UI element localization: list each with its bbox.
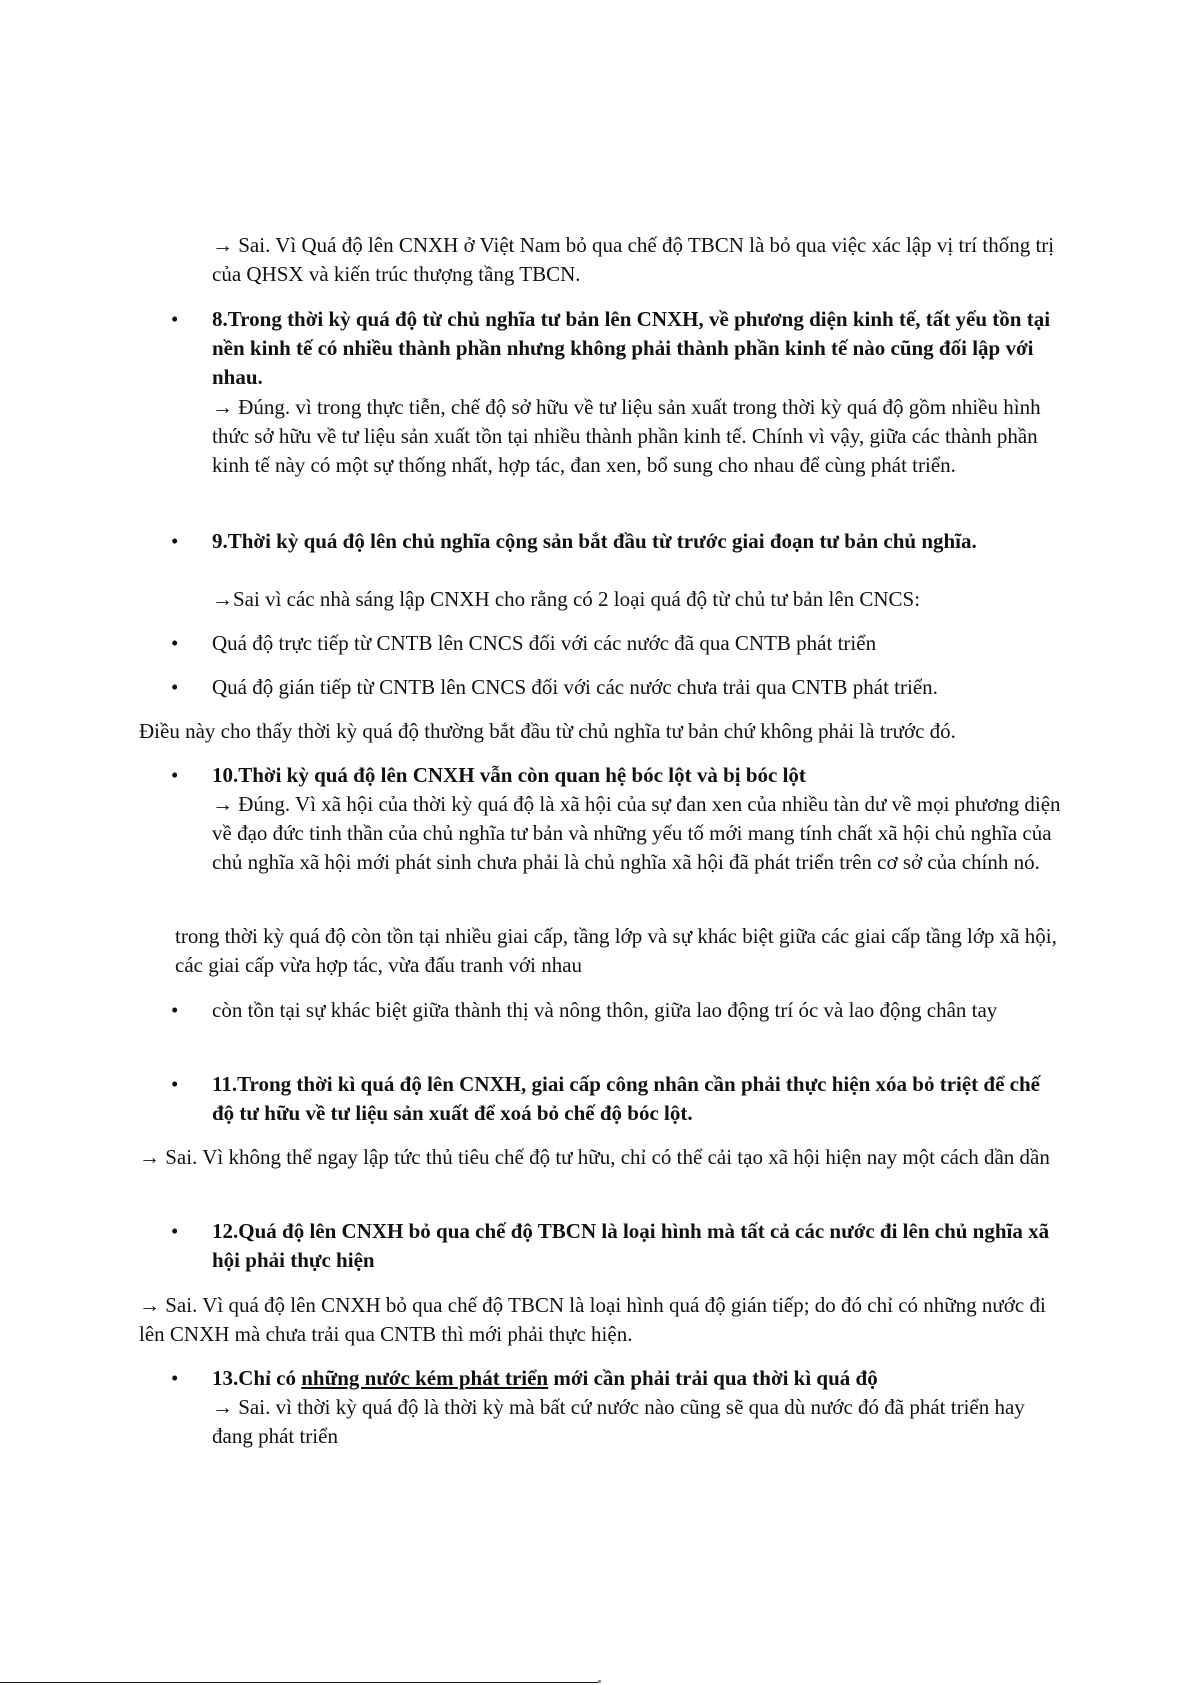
- question-13-suffix: mới cần phải trải qua thời kì quá độ: [548, 1366, 878, 1390]
- answer-prev: → Sai. Vì Quá độ lên CNXH ở Việt Nam bỏ qua chế độ TBCN là bỏ qua việc xác lập vị trí thống trị của QHSX và kiến trúc thượng tầng TBCN.: [212, 233, 1055, 286]
- bullet-q12: •: [171, 1219, 179, 1243]
- answer-11: → Sai. Vì không thể ngay lập tức thủ tiêu chế độ tư hữu, chỉ có thể cải tạo xã hội hiện nay một cách dần dần: [139, 1145, 1050, 1169]
- question-10: [212, 761, 1062, 790]
- question-12-text: 12.Quá độ lên CNXH bỏ qua chế độ TBCN là loại hình mà tất cả các nước đi lên chủ nghĩa xã hội phải thực hiện: [212, 1219, 1050, 1272]
- bullet-q8: •: [171, 307, 179, 331]
- question-9-text: 9.Thời kỳ quá độ lên chủ nghĩa cộng sản bắt đầu từ trước giai đoạn tư bản chủ nghĩa.: [212, 529, 977, 553]
- bullet-q9: •: [171, 529, 179, 553]
- answer-12: → Sai. Vì quá độ lên CNXH bỏ qua chế độ TBCN là loại hình quá độ gián tiếp; do đó chỉ có những nước đi lên CNXH mà chưa trải qua CNTB thì mới phải thực hiện.: [139, 1293, 1046, 1346]
- bullet-q11: •: [171, 1072, 179, 1096]
- question-11: [212, 1070, 1062, 1128]
- question-9: [212, 527, 1062, 556]
- question-8-text: 8.Trong thời kỳ quá độ từ chủ nghĩa tư bản lên CNXH, về phương diện kinh tế, tất yếu tồn tại nền kinh tế có nhiều thành phần nhưng không phải thành phần kinh tế nào cũng đối lập với nhau.: [212, 307, 1051, 389]
- answer-10-item: còn tồn tại sự khác biệt giữa thành thị và nông thôn, giữa lao động trí óc và lao động chân tay: [212, 998, 998, 1022]
- footer-rule: [0, 1682, 598, 1683]
- bullet-q13: •: [171, 1366, 179, 1390]
- answer-9-item-2: Quá độ gián tiếp từ CNTB lên CNCS đối với các nước chưa trải qua CNTB phát triển.: [212, 675, 938, 699]
- answer-8: → Đúng. vì trong thực tiễn, chế độ sở hữu về tư liệu sản xuất trong thời kỳ quá độ gồm nhiều hình thức sở hữu về tư liệu sản xuất tồn tại nhiều thành phần kinh tế. Chính vì vậy, giữa các thành phần kinh tế này có một sự thống nhất, hợp tác, đan xen, bổ sung cho nhau để cùng phát triển.: [212, 395, 1041, 477]
- question-12: [212, 1217, 1062, 1275]
- question-13: [212, 1364, 1062, 1393]
- answer-9-item-1: Quá độ trực tiếp từ CNTB lên CNCS đối với các nước đã qua CNTB phát triển: [212, 631, 877, 655]
- answer-13: → Sai. vì thời kỳ quá độ là thời kỳ mà bất cứ nước nào cũng sẽ qua dù nước đó đã phát triển hay đang phát triển: [212, 1395, 1025, 1448]
- answer-10: → Đúng. Vì xã hội của thời kỳ quá độ là xã hội của sự đan xen của nhiều tàn dư về mọi phương diện về đạo đức tinh thần của chủ nghĩa tư bản và những yếu tố mới mang tính chất xã hội chủ nghĩa của chủ nghĩa xã hội mới phát sinh chưa phải là chủ nghĩa xã hội đã phát triển trên cơ sở của chính nó.: [212, 792, 1061, 874]
- bullet-a9-item1: •: [171, 631, 179, 655]
- question-11-text: 11.Trong thời kì quá độ lên CNXH, giai cấp công nhân cần phải thực hiện xóa bỏ triệt để chế độ tư hữu về tư liệu sản xuất để xoá bỏ chế độ bóc lột.: [212, 1072, 1040, 1125]
- answer-9-conclusion: Điều này cho thấy thời kỳ quá độ thường bắt đầu từ chủ nghĩa tư bản chứ không phải là trước đó.: [139, 719, 956, 743]
- question-10-text: 10.Thời kỳ quá độ lên CNXH vẫn còn quan hệ bóc lột và bị bóc lột: [212, 763, 806, 787]
- footer-dot: [598, 1680, 601, 1683]
- question-13-prefix: 13.Chỉ có: [212, 1366, 302, 1390]
- bullet-a9-item2: •: [171, 675, 179, 699]
- question-8: [212, 305, 1062, 392]
- answer-9: →Sai vì các nhà sáng lập CNXH cho rằng có 2 loại quá độ từ chủ tư bản lên CNCS:: [212, 587, 921, 611]
- bullet-a10-item: •: [171, 998, 179, 1022]
- bullet-q10: •: [171, 763, 179, 787]
- answer-10-paragraph: trong thời kỳ quá độ còn tồn tại nhiều giai cấp, tầng lớp và sự khác biệt giữa các giai cấp tầng lớp xã hội, các giai cấp vừa hợp tác, vừa đấu tranh với nhau: [175, 924, 1057, 977]
- question-13-underlined: những nước kém phát triển: [301, 1366, 549, 1390]
